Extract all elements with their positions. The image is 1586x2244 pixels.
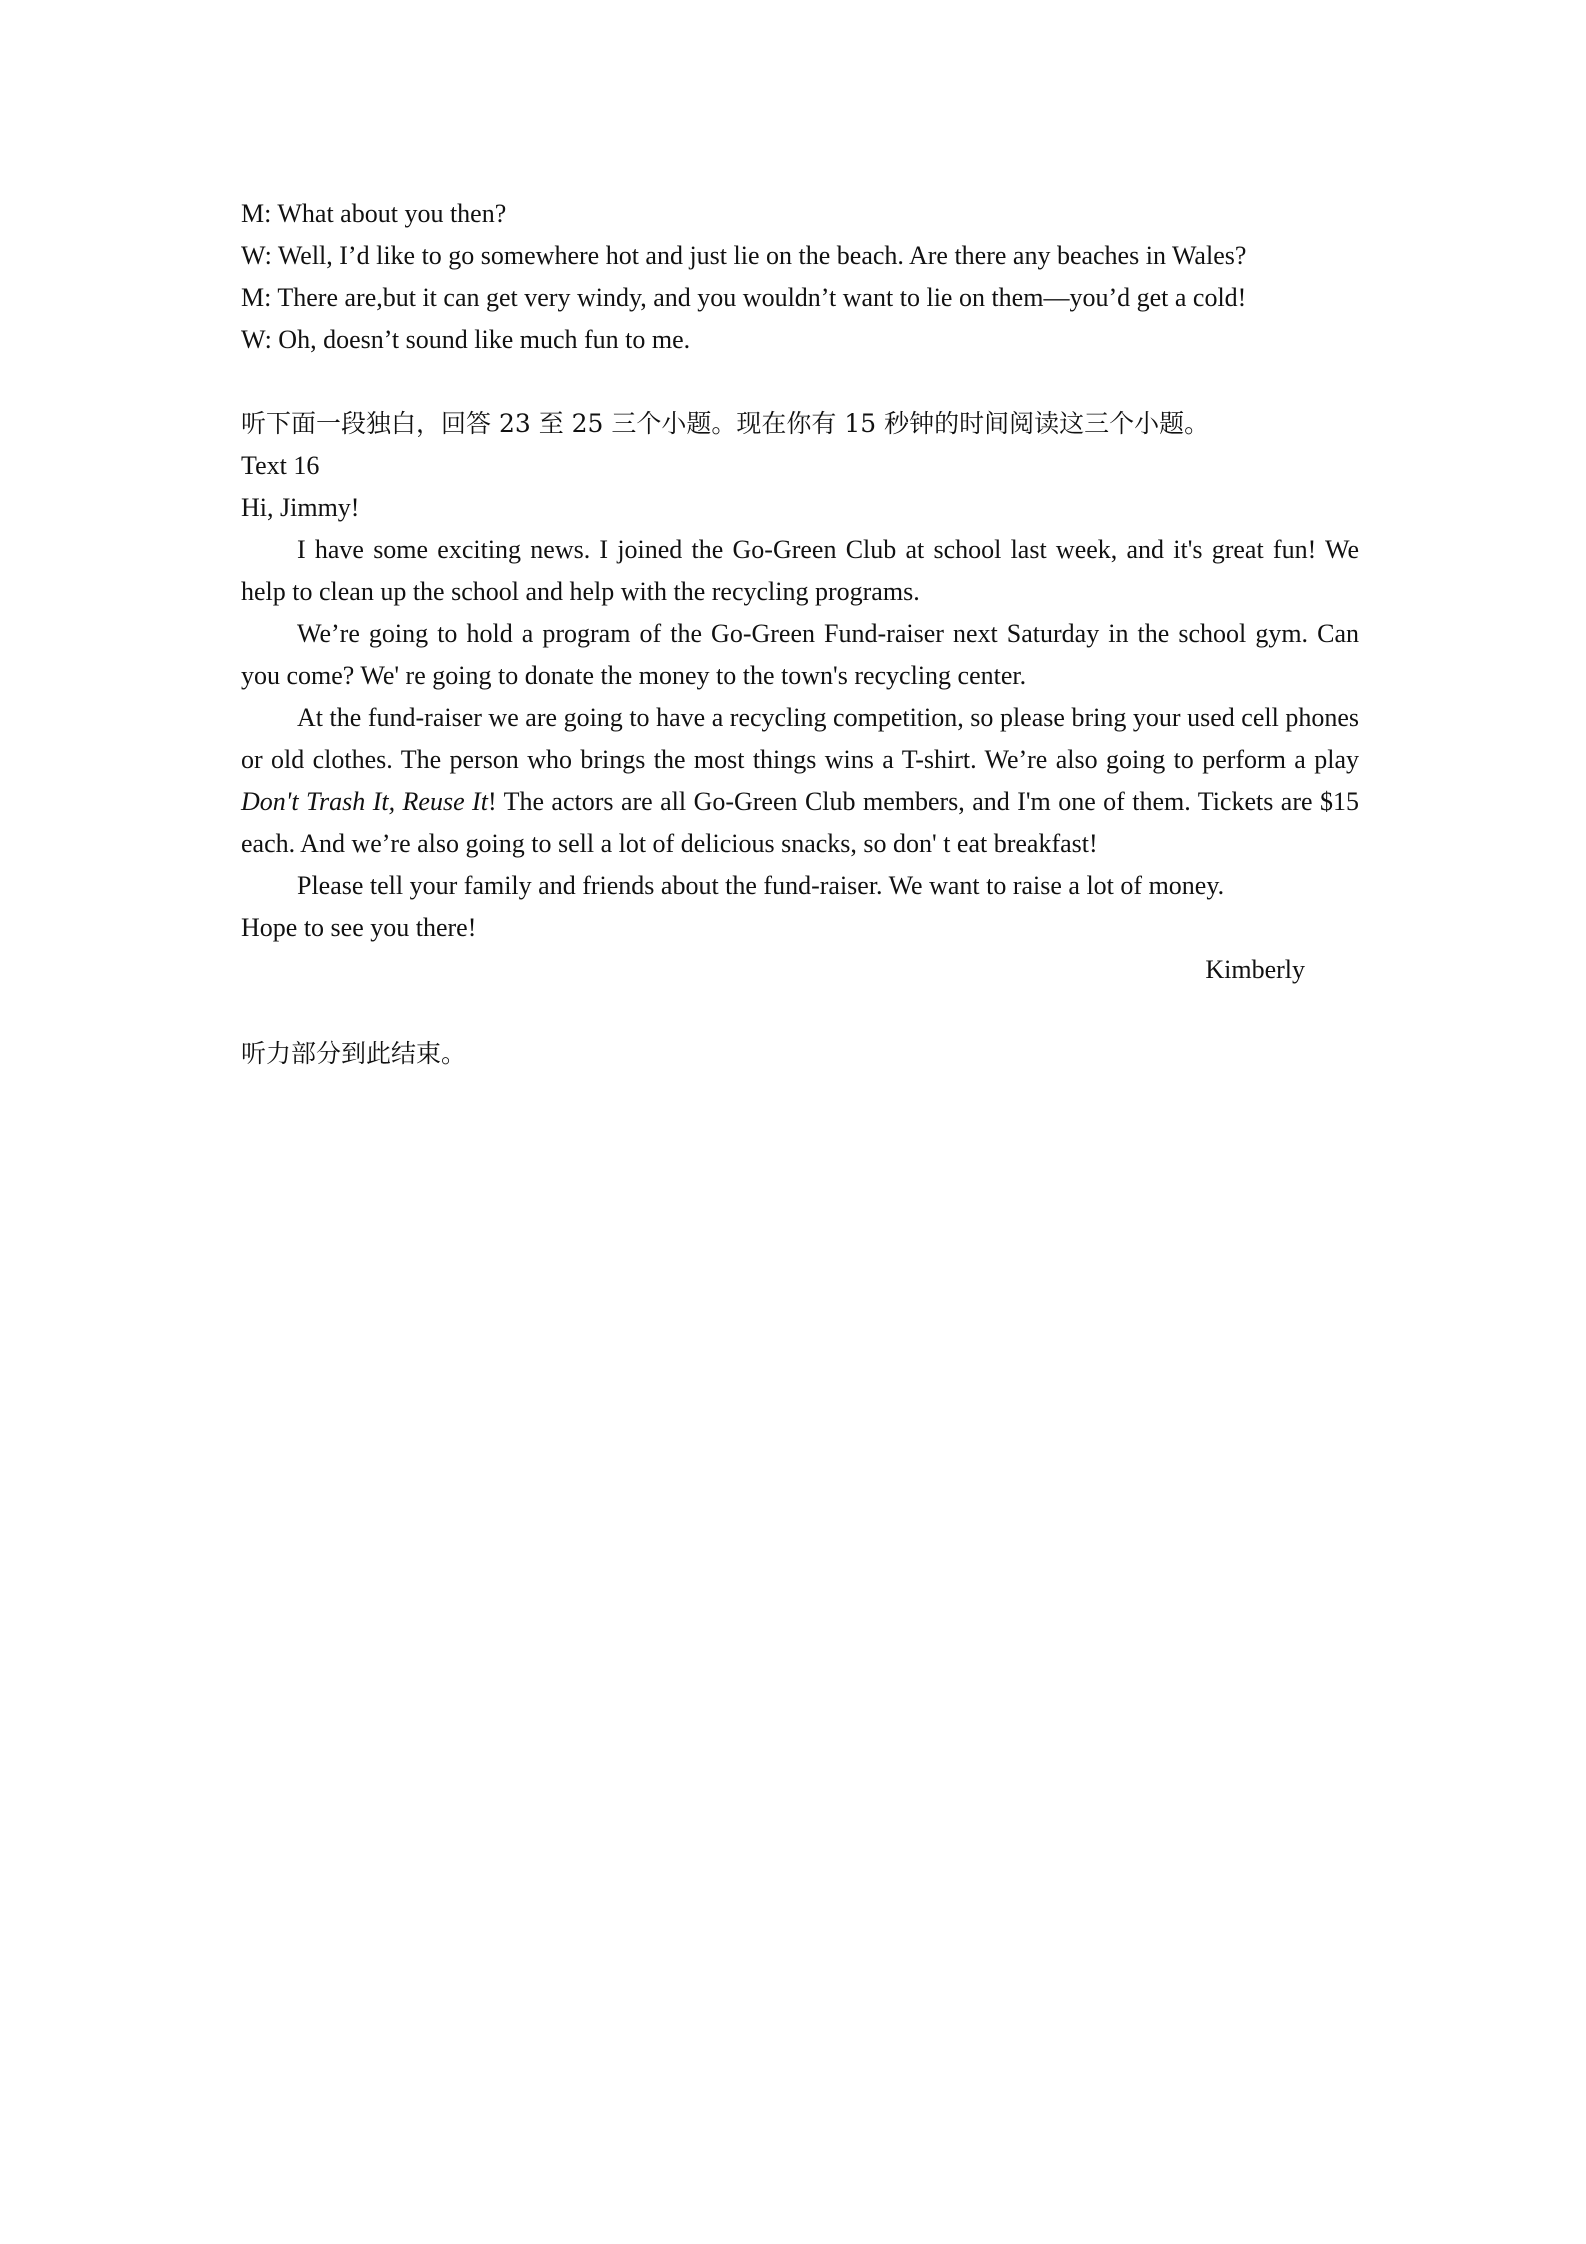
text-label: Text 16 — [241, 451, 320, 480]
letter-paragraph-4: Please tell your family and friends about the fund-raiser. We want to raise a lot of money. — [297, 871, 1225, 900]
letter-paragraph-3-text-a: At the fund-raiser we are going to have a recycling competition, so please bring your used cell phones or old clothes. The person who brings the most things wins a T-shirt. We’re also going to perform a play — [241, 703, 1359, 774]
spacer — [241, 361, 1359, 403]
letter-paragraph-1: I have some exciting news. I joined the Go-Green Club at school last week, and it's great fun! We help to clean up the school and help with the recycling programs. — [241, 535, 1359, 606]
dialogue-line-2: W: Well, I’d like to go somewhere hot and just lie on the beach. Are there any beaches in Wales? — [241, 241, 1247, 270]
letter-greeting: Hi, Jimmy! — [241, 493, 360, 522]
dialogue-line-3: M: There are,but it can get very windy, and you wouldn’t want to lie on them—you’d get a cold! — [241, 283, 1247, 312]
letter-signature: Kimberly — [1205, 955, 1305, 984]
letter-paragraph-3 — [241, 697, 1359, 865]
end-note: 听力部分到此结束。 — [241, 1039, 467, 1068]
letter-closing: Hope to see you there! — [241, 913, 477, 942]
listening-instruction: 听下面一段独白，回答 23 至 25 三个小题。现在你有 15 秒钟的时间阅读这三个小题。 — [241, 409, 1210, 438]
spacer — [241, 991, 1359, 1033]
play-title: Don't Trash It, Reuse It — [241, 787, 488, 816]
dialogue-line-4: W: Oh, doesn’t sound like much fun to me. — [241, 325, 691, 354]
letter-paragraph-2: We’re going to hold a program of the Go-Green Fund-raiser next Saturday in the school gym. Can you come? We' re going to donate the money to the town's recycling center. — [241, 619, 1359, 690]
dialogue-line-1: M: What about you then? — [241, 199, 507, 228]
document-page — [241, 193, 1359, 1075]
letter-paragraph-3-text-b: ! The actors are all Go-Green Club members, and I'm one of them. Tickets are $15 each. And we’re also going to sell a lot of delicious snacks, so don' t eat breakfast! — [241, 787, 1359, 858]
